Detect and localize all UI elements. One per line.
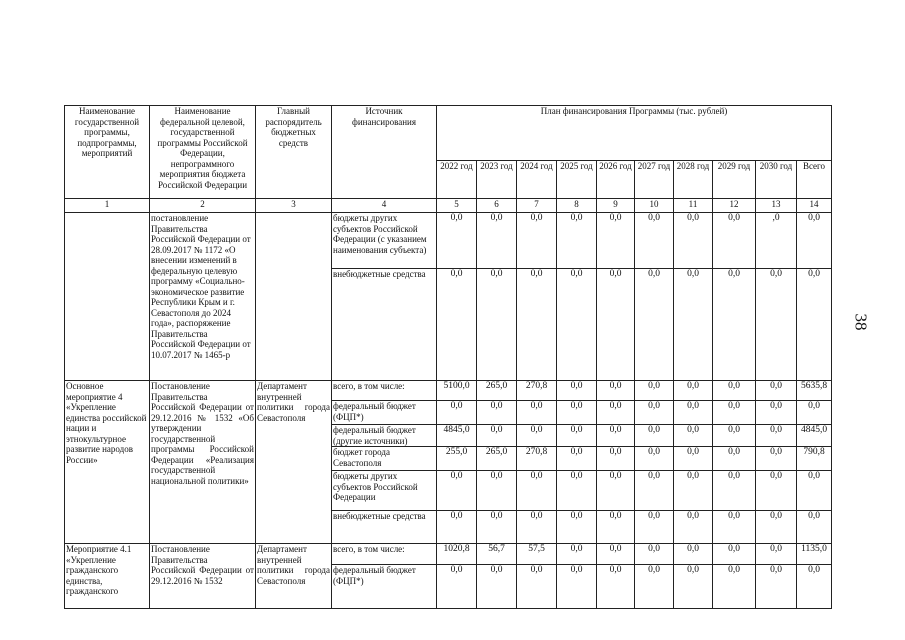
value-cell: 0,0 — [477, 511, 517, 544]
value-cell: 0,0 — [756, 565, 797, 609]
value-cell: 0,0 — [557, 544, 597, 565]
header-row — [65, 106, 832, 161]
value-cell: 0,0 — [674, 471, 713, 511]
value-cell: 0,0 — [713, 269, 756, 381]
value-cell: 0,0 — [477, 425, 517, 447]
total-cell: 0,0 — [797, 213, 832, 269]
value-cell: 4845,0 — [437, 425, 477, 447]
column-index: 7 — [517, 199, 557, 213]
value-cell: 0,0 — [635, 471, 674, 511]
manager-cell — [256, 213, 332, 381]
value-cell: 0,0 — [756, 381, 797, 401]
value-cell: 265,0 — [477, 381, 517, 401]
column-index: 2 — [150, 199, 256, 213]
value-cell: 0,0 — [713, 447, 756, 471]
page-number: 38 — [851, 313, 871, 331]
value-cell: 0,0 — [437, 511, 477, 544]
value-cell: 0,0 — [635, 213, 674, 269]
value-cell: 0,0 — [517, 471, 557, 511]
value-cell: 0,0 — [713, 213, 756, 269]
header-col-federal-program: Наименование федеральной целевой, государственной программы Российской Федерации, непрограммного мероприятия бюджета Российской Федерации — [150, 106, 256, 199]
value-cell: 255,0 — [437, 447, 477, 471]
value-cell: 0,0 — [756, 544, 797, 565]
column-index: 5 — [437, 199, 477, 213]
source-cell: бюджет города Севастополя — [332, 447, 437, 471]
value-cell: 0,0 — [597, 471, 635, 511]
value-cell: 0,0 — [674, 269, 713, 381]
source-cell: всего, в том числе: — [332, 544, 437, 565]
total-cell: 1135,0 — [797, 544, 832, 565]
value-cell: 0,0 — [477, 269, 517, 381]
year-header: 2029 год — [713, 161, 756, 199]
year-header: 2024 год — [517, 161, 557, 199]
value-cell: 0,0 — [477, 471, 517, 511]
value-cell: 0,0 — [635, 401, 674, 425]
value-cell: 0,0 — [557, 565, 597, 609]
value-cell: 0,0 — [557, 213, 597, 269]
column-index: 10 — [635, 199, 674, 213]
value-cell: 265,0 — [477, 447, 517, 471]
total-cell: 5635,8 — [797, 381, 832, 401]
federal-program-cell: Постановление Правительства Российской Федерации от 29.12.2016 № 1532 — [150, 544, 256, 609]
value-cell: 0,0 — [756, 401, 797, 425]
value-cell: 0,0 — [674, 401, 713, 425]
value-cell: 0,0 — [597, 213, 635, 269]
value-cell: 0,0 — [635, 425, 674, 447]
value-cell: 0,0 — [557, 447, 597, 471]
program-cell: Мероприятие 4.1 «Укрепление гражданского единства, гражданского — [65, 544, 150, 609]
value-cell: 0,0 — [713, 511, 756, 544]
index-row — [65, 199, 832, 213]
header-col-source: Источник финансирования — [332, 106, 437, 199]
value-cell: 0,0 — [713, 425, 756, 447]
manager-cell: Департамент внутренней политики города Севастополя — [256, 544, 332, 609]
source-cell: бюджеты других субъектов Российской Федерации (с указанием наименования субъекта) — [332, 213, 437, 269]
year-header: 2027 год — [635, 161, 674, 199]
header-col-program: Наименование государственной программы, подпрограммы, мероприятий — [65, 106, 150, 199]
value-cell: 0,0 — [756, 269, 797, 381]
value-cell: 0,0 — [597, 447, 635, 471]
value-cell: 0,0 — [597, 511, 635, 544]
value-cell: 0,0 — [674, 381, 713, 401]
value-cell: 0,0 — [437, 401, 477, 425]
column-index: 4 — [332, 199, 437, 213]
federal-program-cell: постановление Правительства Российской Федерации от 28.09.2017 № 1172 «О внесении изменений в федеральную целевую программу «Социально-экономическое развитие Республики Крым и г. Севастополя до 2024 года», распоряжение Правительства Российской Федерации от 10.07.2017 № 1465-р — [150, 213, 256, 381]
value-cell: 0,0 — [437, 565, 477, 609]
column-index: 1 — [65, 199, 150, 213]
value-cell: 0,0 — [674, 511, 713, 544]
total-cell: 0,0 — [797, 565, 832, 609]
value-cell: 5100,0 — [437, 381, 477, 401]
column-index: 12 — [713, 199, 756, 213]
value-cell: 0,0 — [557, 471, 597, 511]
source-cell: внебюджетные средства — [332, 269, 437, 381]
year-header: 2025 год — [557, 161, 597, 199]
source-cell: внебюджетные средства — [332, 511, 437, 544]
value-cell: 0,0 — [517, 401, 557, 425]
value-cell: 0,0 — [517, 511, 557, 544]
column-index: 13 — [756, 199, 797, 213]
value-cell: 0,0 — [437, 213, 477, 269]
value-cell: 0,0 — [557, 269, 597, 381]
value-cell: 0,0 — [437, 471, 477, 511]
value-cell: 0,0 — [635, 269, 674, 381]
value-cell: 270,8 — [517, 381, 557, 401]
total-cell: 0,0 — [797, 471, 832, 511]
value-cell: 0,0 — [713, 401, 756, 425]
header-col-manager: Главный распорядитель бюджетных средств — [256, 106, 332, 199]
value-cell: 0,0 — [557, 401, 597, 425]
federal-program-cell: Постановление Правительства Российской Федерации от 29.12.2016 № 1532 «Об утверждении государственной программы Российской Федерации «Реализация государственной национальной политики» — [150, 381, 256, 544]
value-cell: 0,0 — [477, 213, 517, 269]
column-index: 9 — [597, 199, 635, 213]
value-cell: 0,0 — [597, 425, 635, 447]
source-cell: всего, в том числе: — [332, 381, 437, 401]
value-cell: 0,0 — [674, 447, 713, 471]
value-cell: ,0 — [756, 213, 797, 269]
value-cell: 0,0 — [635, 511, 674, 544]
value-cell: 0,0 — [517, 565, 557, 609]
column-index: 6 — [477, 199, 517, 213]
value-cell: 0,0 — [557, 381, 597, 401]
table-row — [65, 213, 832, 269]
column-index: 3 — [256, 199, 332, 213]
value-cell: 0,0 — [674, 213, 713, 269]
value-cell: 0,0 — [517, 213, 557, 269]
column-index: 14 — [797, 199, 832, 213]
program-cell: Основное мероприятие 4 «Укрепление единства российской нации и этнокультурное развитие народов России» — [65, 381, 150, 544]
value-cell: 0,0 — [597, 401, 635, 425]
program-cell — [65, 213, 150, 381]
column-index: 11 — [674, 199, 713, 213]
value-cell: 0,0 — [756, 471, 797, 511]
header-plan: План финансирования Программы (тыс. рублей) — [437, 106, 832, 161]
value-cell: 0,0 — [635, 447, 674, 471]
value-cell: 57,5 — [517, 544, 557, 565]
value-cell: 0,0 — [674, 565, 713, 609]
value-cell: 0,0 — [517, 425, 557, 447]
source-cell: федеральный бюджет (другие источники) — [332, 425, 437, 447]
source-cell: федеральный бюджет (ФЦП*) — [332, 565, 437, 609]
total-cell: 790,8 — [797, 447, 832, 471]
year-header: 2028 год — [674, 161, 713, 199]
year-header: 2022 год — [437, 161, 477, 199]
value-cell: 0,0 — [477, 401, 517, 425]
total-cell: 0,0 — [797, 511, 832, 544]
year-header: 2023 год — [477, 161, 517, 199]
financing-table — [64, 105, 832, 609]
value-cell: 0,0 — [557, 425, 597, 447]
value-cell: 0,0 — [635, 381, 674, 401]
value-cell: 0,0 — [674, 544, 713, 565]
value-cell: 0,0 — [635, 544, 674, 565]
value-cell: 0,0 — [756, 447, 797, 471]
value-cell: 0,0 — [597, 565, 635, 609]
value-cell: 0,0 — [597, 544, 635, 565]
value-cell: 0,0 — [713, 565, 756, 609]
source-cell: федеральный бюджет (ФЦП*) — [332, 401, 437, 425]
value-cell: 0,0 — [597, 269, 635, 381]
total-cell: 4845,0 — [797, 425, 832, 447]
value-cell: 0,0 — [635, 565, 674, 609]
value-cell: 270,8 — [517, 447, 557, 471]
value-cell: 1020,8 — [437, 544, 477, 565]
value-cell: 0,0 — [713, 544, 756, 565]
value-cell: 0,0 — [557, 511, 597, 544]
value-cell: 0,0 — [756, 425, 797, 447]
source-cell: бюджеты других субъектов Российской Федерации — [332, 471, 437, 511]
column-index: 8 — [557, 199, 597, 213]
value-cell: 0,0 — [437, 269, 477, 381]
value-cell: 56,7 — [477, 544, 517, 565]
value-cell: 0,0 — [597, 381, 635, 401]
value-cell: 0,0 — [674, 425, 713, 447]
value-cell: 0,0 — [713, 471, 756, 511]
value-cell: 0,0 — [517, 269, 557, 381]
total-cell: 0,0 — [797, 269, 832, 381]
table-row — [65, 381, 832, 401]
table-row — [65, 544, 832, 565]
value-cell: 0,0 — [713, 381, 756, 401]
value-cell: 0,0 — [477, 565, 517, 609]
value-cell: 0,0 — [756, 511, 797, 544]
total-cell: 0,0 — [797, 401, 832, 425]
year-header: 2030 год — [756, 161, 797, 199]
total-header: Всего — [797, 161, 832, 199]
year-header: 2026 год — [597, 161, 635, 199]
manager-cell: Департамент внутренней политики города Севастополя — [256, 381, 332, 544]
